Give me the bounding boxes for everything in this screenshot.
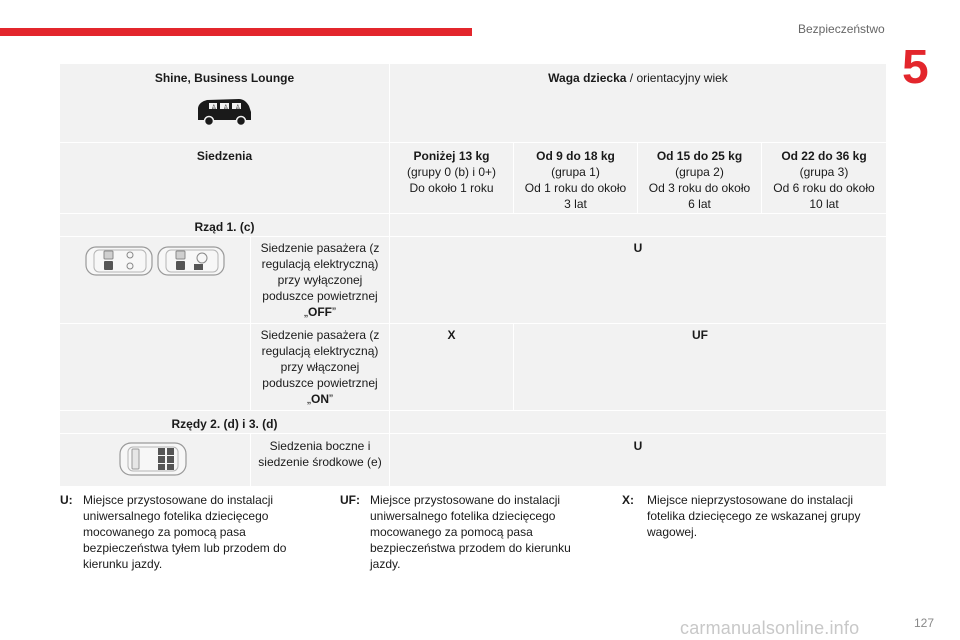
minivan-side-icon	[195, 96, 253, 128]
seat-airbag-on-other-value: UF	[692, 328, 708, 342]
row23-label: Rzędy 2. (d) i 3. (d)	[171, 417, 278, 431]
group-3-header: Od 22 do 36 kg (grupa 3) Od 6 roku do około 10 lat	[773, 149, 875, 211]
rear-seats-description: Siedzenia boczne i siedzenie środkowe (e)	[258, 439, 382, 469]
group-2-header: Od 15 do 25 kg (grupa 2) Od 3 roku do około 6 lat	[648, 149, 751, 211]
group-0-header: Poniżej 13 kg (grupy 0 (b) i 0+) Do około 1 roku	[406, 149, 497, 195]
chapter-accent-bar	[0, 28, 472, 36]
seat-airbag-off-description: Siedzenie pasażera (z regulacją elektryczną) przy wyłączonej poduszce powietrznej „OFF”	[260, 241, 380, 319]
chapter-number: 5	[902, 41, 929, 94]
car-rear-seats-icon	[118, 440, 188, 478]
svg-text:♙: ♙	[211, 104, 217, 111]
seat-airbag-off-value: U	[633, 241, 643, 255]
weight-header: Waga dziecka / orientacyjny wiek	[548, 71, 728, 85]
car-top-view-airbag-icon	[156, 244, 226, 278]
svg-text:♙: ♙	[235, 104, 241, 111]
seat-airbag-on-description: Siedzenie pasażera (z regulacją elektryczną) przy włączonej poduszce powietrznej „ON”	[260, 328, 380, 406]
row1-label: Rząd 1. (c)	[194, 220, 255, 234]
watermark: carmanualsonline.info	[680, 618, 860, 638]
svg-text:♙: ♙	[223, 104, 229, 111]
group-1-header: Od 9 do 18 kg (grupa 1) Od 1 roku do około 3 lat	[524, 149, 627, 211]
section-title: Bezpieczeństwo	[798, 22, 885, 36]
seat-airbag-on-group0-value: X	[447, 328, 456, 342]
seats-label: Siedzenia	[196, 149, 253, 163]
rear-seats-value: U	[633, 439, 643, 453]
version-label: Shine, Business Lounge	[154, 71, 295, 85]
page-number: 127	[914, 616, 935, 630]
car-top-view-icon	[84, 244, 154, 278]
child-seat-table	[60, 64, 886, 486]
